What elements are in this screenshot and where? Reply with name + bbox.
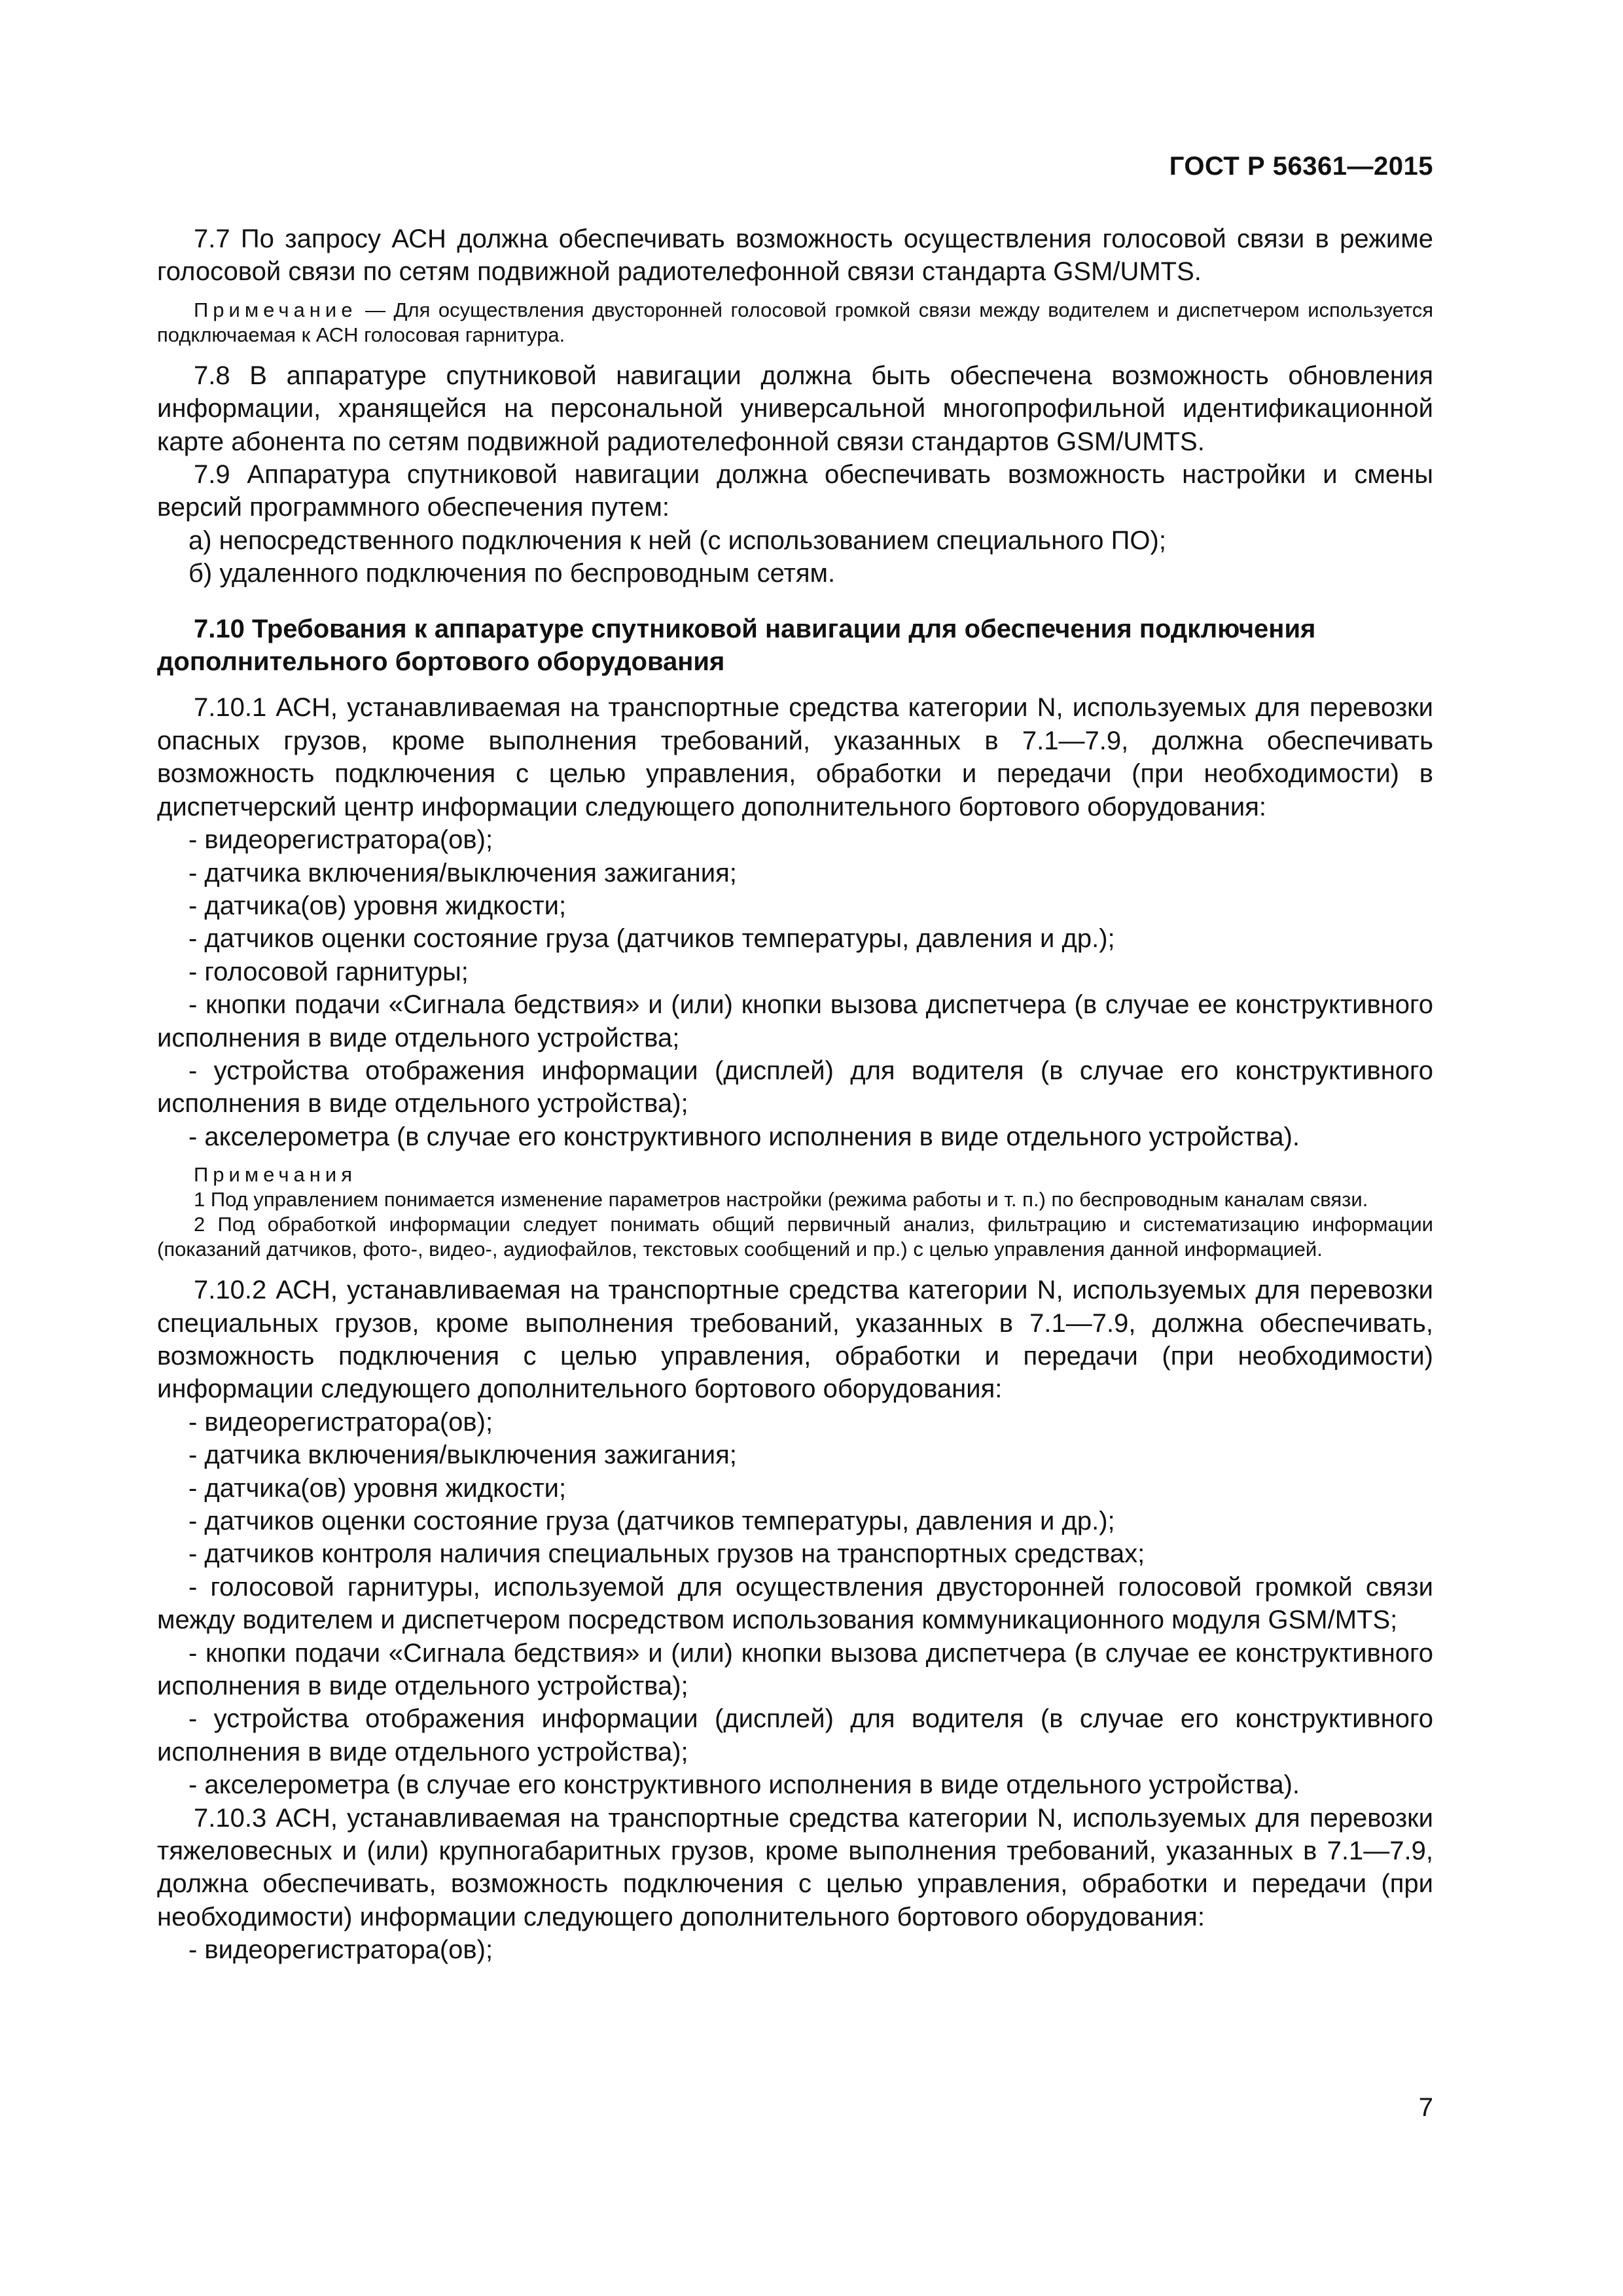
list-item: - датчика(ов) уровня жидкости; — [188, 891, 567, 920]
section-heading-7-10: 7.10 Требования к аппаратуре спутниковой навигации для обеспечения подключения дополнительного бортового оборудования — [157, 614, 1316, 677]
page-number: 7 — [1418, 2093, 1433, 2122]
clause-7-10-2: 7.10.2 АСН, устанавливаемая на транспортные средства категории N, используемых для перевозки специальных грузов, кроме выполнения требований, указанных в 7.1—7.9, должна обеспечивать, возможность подключения с целью управления, обработки и передачи (при необходимости) информации следующего дополнительного бортового оборудования: — [157, 1276, 1433, 1404]
list-item: - датчиков контроля наличия специальных грузов на транспортных средствах; — [188, 1539, 1145, 1569]
list-item: а) непосредственного подключения к ней (с использованием специального ПО); — [188, 526, 1166, 555]
clause-7-10-1: 7.10.1 АСН, устанавливаемая на транспортные средства категории N, используемых для перевозки опасных грузов, кроме выполнения требований, указанных в 7.1—7.9, должна обеспечивать возможность подключения с целью управления, обработки и передачи (при необходимости) в диспетчерский центр информации следующего дополнительного бортового оборудования: — [157, 693, 1433, 821]
list-item: - голосовой гарнитуры, используемой для осуществления двусторонней голосовой громкой связи между водителем и диспетчером посредством использования коммуникационного модуля GSM/MTS; — [157, 1572, 1433, 1635]
note-2: 2 Под обработкой информации следует понимать общий первичный анализ, фильтрацию и систематизацию информации (показаний датчиков, фото-, видео-, аудиофайлов, текстовых сообщений и пр.) с целью управления данной информацией. — [157, 1213, 1433, 1261]
list-item: - видеорегистратора(ов); — [188, 1407, 493, 1437]
page-body — [157, 223, 1433, 1967]
document-id: ГОСТ Р 56361—2015 — [1169, 152, 1433, 181]
list-item: - датчиков оценки состояние груза (датчиков температуры, давления и др.); — [188, 1507, 1115, 1535]
list-item: - датчика включения/выключения зажигания; — [188, 858, 737, 888]
note-label: Примечание — [194, 298, 357, 321]
list-item: - устройства отображения информации (дисплей) для водителя (в случае его конструктивного исполнения в виде отдельного устройства); — [157, 1056, 1433, 1119]
notes-label: Примечания — [194, 1163, 357, 1187]
clause-7-9: 7.9 Аппаратура спутниковой навигации должна обеспечивать возможность настройки и смены версий программного обеспечения путем: — [157, 460, 1433, 522]
list-item: - видеорегистратора(ов); — [188, 1935, 493, 1965]
list-item: - голосовой гарнитуры; — [188, 957, 469, 986]
clause-7-7: 7.7 По запросу АСН должна обеспечивать возможность осуществления голосовой связи в режиме голосовой связи по сетям подвижной радиотелефонной связи стандарта GSM/UMTS. — [157, 224, 1433, 287]
clause-7-8: 7.8 В аппаратуре спутниковой навигации должна быть обеспечена возможность обновления информации, хранящейся на персональной универсальной многопрофильной идентификационной карте абонента по сетям подвижной радиотелефонной связи стандартов GSM/UMTS. — [157, 361, 1433, 456]
list-item: - акселерометра (в случае его конструктивного исполнения в виде отдельного устройства). — [188, 1770, 1300, 1800]
list-item: - устройства отображения информации (дисплей) для водителя (в случае его конструктивного исполнения в виде отдельного устройства); — [157, 1704, 1433, 1767]
list-item: - акселерометра (в случае его конструктивного исполнения в виде отдельного устройства). — [188, 1122, 1300, 1151]
list-item: - кнопки подачи «Сигнала бедствия» и (или) кнопки вызова диспетчера (в случае ее конструктивного исполнения в виде отдельного устройства); — [157, 1638, 1433, 1701]
note-1: 1 Под управлением понимается изменение параметров настройки (режима работы и т. п.) по беспроводным каналам связи. — [194, 1188, 1368, 1211]
list-item: б) удаленного подключения по беспроводным сетям. — [188, 559, 836, 588]
list-item: - датчика включения/выключения зажигания; — [188, 1441, 737, 1470]
note-text: — Для осуществления двусторонней голосовой громкой связи между водителем и диспетчером используется подключаемая к АСН голосовая гарнитура. — [157, 298, 1433, 346]
clause-7-10-3: 7.10.3 АСН, устанавливаемая на транспортные средства категории N, используемых для перевозки тяжеловесных и (или) крупногабаритных грузов, кроме выполнения требований, указанных в 7.1—7.9, должна обеспечивать, возможность подключения с целью управления, обработки и передачи (при необходимости) информации следующего дополнительного бортового оборудования: — [157, 1803, 1433, 1931]
list-item: - видеорегистратора(ов); — [188, 825, 493, 855]
note-7-7 — [157, 298, 1433, 348]
list-item: - датчика(ов) уровня жидкости; — [188, 1473, 567, 1503]
list-item: - кнопки подачи «Сигнала бедствия» и (или) кнопки вызова диспетчера (в случае ее конструктивного исполнения в виде отдельного устройства; — [157, 990, 1433, 1052]
list-item: - датчиков оценки состояние груза (датчиков температуры, давления и др.); — [188, 924, 1115, 954]
